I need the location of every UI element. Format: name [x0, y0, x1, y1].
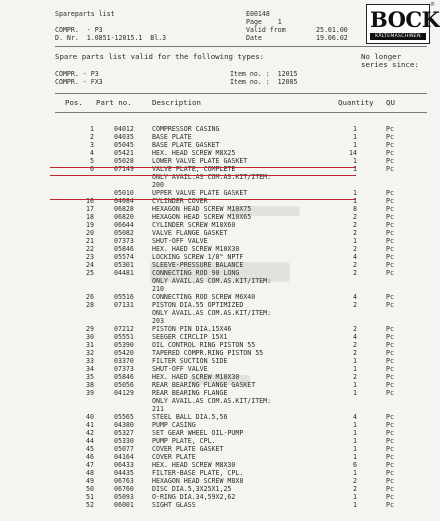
row-quantity: 4: [353, 333, 357, 341]
table-row: [0, 469, 440, 477]
table-row: [0, 293, 440, 301]
row-description: BASE PLATE: [152, 133, 192, 141]
row-unit: Pc: [386, 341, 394, 349]
row-unit: Pc: [386, 253, 394, 261]
row-description: 210: [152, 285, 164, 293]
row-unit: Pc: [386, 429, 394, 437]
row-quantity: 14: [349, 149, 357, 157]
table-row: [0, 421, 440, 429]
row-description: 203: [152, 317, 164, 325]
row-unit: Pc: [386, 365, 394, 373]
row-description: CONNECTING ROD SCREW M6X40: [152, 293, 256, 301]
row-part-number: 06433: [114, 461, 134, 469]
table-row: [0, 301, 440, 309]
row-part-number: 05551: [114, 333, 134, 341]
row-quantity: 4: [353, 413, 357, 421]
header-valid-from-label: Valid from: [246, 26, 286, 34]
row-description: CYLINDER COVER: [152, 197, 208, 205]
row-unit: Pc: [386, 237, 394, 245]
row-unit: Pc: [386, 149, 394, 157]
col-header-unit: QU: [386, 98, 395, 107]
row-part-number: 05846: [114, 245, 134, 253]
row-pos: 4: [90, 149, 94, 157]
row-description: LOCKING SCREW 1/8" NPTF: [152, 253, 244, 261]
validity-item-1: Item no. : 12015: [230, 70, 298, 78]
row-unit: Pc: [386, 189, 394, 197]
row-quantity: 2: [353, 477, 357, 485]
row-quantity: 2: [353, 213, 357, 221]
row-unit: Pc: [386, 229, 394, 237]
row-description: HEX. HEAD SCREW M8X25: [152, 149, 236, 157]
row-part-number: 05093: [114, 493, 134, 501]
table-row: [0, 213, 440, 221]
row-pos: 51: [86, 493, 94, 501]
table-row: [0, 493, 440, 501]
row-unit: Pc: [386, 493, 394, 501]
row-unit: Pc: [386, 453, 394, 461]
bock-logo: [366, 4, 440, 44]
row-part-number: 03370: [114, 357, 134, 365]
row-quantity: 1: [353, 189, 357, 197]
row-part-number: 05045: [114, 141, 134, 149]
row-description: 200: [152, 181, 164, 189]
table-row: [0, 437, 440, 445]
row-description: SET GEAR WHEEL OIL-PUMP: [152, 429, 244, 437]
row-part-number: 07149: [114, 165, 134, 173]
row-pos: 32: [86, 349, 94, 357]
row-quantity: 2: [353, 221, 357, 229]
row-unit: Pc: [386, 301, 394, 309]
row-unit: Pc: [386, 141, 394, 149]
validity-item-2: Item no. : 12085: [230, 78, 298, 86]
row-part-number: 05574: [114, 253, 134, 261]
table-row: [0, 133, 440, 141]
row-part-number: 05846: [114, 373, 134, 381]
row-description: ONLY AVAIL.AS COM.AS.KIT/ITEM:: [152, 309, 272, 317]
row-quantity: 1: [353, 501, 357, 509]
row-pos: 49: [86, 477, 94, 485]
row-description: SHUT-OFF VALVE: [152, 365, 208, 373]
row-description: UPPER VALVE PLATE GASKET: [152, 189, 248, 197]
row-quantity: 1: [353, 469, 357, 477]
row-pos: 17: [86, 205, 94, 213]
row-description: O-RING DIA.34,59X2,62: [152, 493, 236, 501]
highlight-line-bottom: [50, 199, 356, 200]
row-pos: 18: [86, 213, 94, 221]
table-row: [0, 221, 440, 229]
row-pos: 40: [86, 413, 94, 421]
row-unit: Pc: [386, 389, 394, 397]
row-quantity: 1: [353, 125, 357, 133]
row-unit: Pc: [386, 293, 394, 301]
header-compressor-type: COMPR. - P3: [55, 26, 103, 34]
row-pos: 2: [90, 133, 94, 141]
table-row: [0, 157, 440, 165]
row-description: COMPRESSOR CASING: [152, 125, 220, 133]
table-row: [0, 285, 440, 293]
logo-wordmark: BOCK: [370, 7, 440, 32]
row-unit: Pc: [386, 261, 394, 269]
row-description: SIGHT GLASS: [152, 501, 196, 509]
row-unit: Pc: [386, 325, 394, 333]
row-pos: 52: [86, 501, 94, 509]
row-quantity: 2: [353, 245, 357, 253]
highlight-line-mid: [50, 175, 356, 176]
row-description: ONLY AVAIL.AS COM.AS.KIT/ITEM:: [152, 397, 272, 405]
row-part-number: 06644: [114, 221, 134, 229]
row-unit: Pc: [386, 125, 394, 133]
row-pos: 20: [86, 229, 94, 237]
table-row: [0, 461, 440, 469]
row-quantity: 2: [353, 349, 357, 357]
row-part-number: 05421: [114, 149, 134, 157]
row-description: ONLY AVAIL.AS COM.AS.KIT/ITEM:: [152, 277, 272, 285]
row-unit: Pc: [386, 413, 394, 421]
row-quantity: 1: [353, 381, 357, 389]
row-part-number: 05516: [114, 293, 134, 301]
row-part-number: 05301: [114, 261, 134, 269]
row-description: FILTER SUCTION SIDE: [152, 357, 228, 365]
header-drawing-number: D. Nr. 1.0851-12015.1 Bl.3: [55, 34, 167, 42]
row-pos: 23: [86, 253, 94, 261]
registered-mark: ®: [430, 2, 435, 8]
row-part-number: 07131: [114, 301, 134, 309]
row-description: HEX. HEAD SCREW M8X30: [152, 461, 236, 469]
table-row: [0, 181, 440, 189]
row-unit: Pc: [386, 357, 394, 365]
row-quantity: 1: [353, 157, 357, 165]
row-part-number: 05565: [114, 413, 134, 421]
table-row: [0, 325, 440, 333]
row-description: STEEL BALL DIA.5,56: [152, 413, 228, 421]
row-pos: 25: [86, 269, 94, 277]
table-row: [0, 365, 440, 373]
row-quantity: 2: [353, 341, 357, 349]
header-doc-code: E00148: [246, 10, 270, 18]
row-pos: 6: [90, 165, 94, 173]
col-header-desc: Description: [152, 98, 201, 107]
row-quantity: 1: [353, 421, 357, 429]
table-row: [0, 237, 440, 245]
row-unit: Pc: [386, 157, 394, 165]
row-unit: Pc: [386, 469, 394, 477]
row-quantity: 2: [353, 269, 357, 277]
row-quantity: 1: [353, 237, 357, 245]
table-row: [0, 141, 440, 149]
validity-type-2: COMPR. - FX3: [55, 78, 103, 86]
row-quantity: 1: [353, 365, 357, 373]
row-unit: Pc: [386, 461, 394, 469]
row-unit: Pc: [386, 333, 394, 341]
row-part-number: 07373: [114, 237, 134, 245]
row-part-number: 04129: [114, 389, 134, 397]
header-valid-from-value: 25.01.00: [316, 26, 348, 34]
row-quantity: 2: [353, 261, 357, 269]
row-description: COVER PLATE GASKET: [152, 445, 224, 453]
header-date-value: 19.06.02: [316, 34, 348, 42]
row-description: SLEEVE-PRESSURE BALANCE: [152, 261, 244, 269]
table-top-rule: [55, 93, 427, 94]
table-row: [0, 333, 440, 341]
row-part-number: 04435: [114, 469, 134, 477]
scan-smudge: [150, 262, 290, 282]
row-description: 211: [152, 405, 164, 413]
row-part-number: 05028: [114, 157, 134, 165]
header-doc-title: Spareparts list: [55, 10, 115, 18]
table-row: [0, 149, 440, 157]
row-quantity: 1: [353, 429, 357, 437]
row-part-number: 06760: [114, 485, 134, 493]
row-description: PUMP PLATE, CPL.: [152, 437, 216, 445]
scan-smudge: [230, 206, 300, 216]
row-quantity: 1: [353, 141, 357, 149]
row-description: TAPERED COMPR.RING PISTON 55: [152, 349, 264, 357]
row-unit: Pc: [386, 221, 394, 229]
logo-subtitle: KÄLTEMASCHINEN: [370, 33, 426, 40]
row-pos: 21: [86, 237, 94, 245]
row-pos: 29: [86, 325, 94, 333]
row-unit: Pc: [386, 501, 394, 509]
row-description: HEX. HAED SCREW M10X30: [152, 373, 240, 381]
row-part-number: 05056: [114, 381, 134, 389]
row-quantity: 2: [353, 485, 357, 493]
row-quantity: 2: [353, 373, 357, 381]
table-row: [0, 389, 440, 397]
table-row: [0, 125, 440, 133]
row-description: REAR BEARING FLANGE: [152, 389, 228, 397]
row-unit: Pc: [386, 445, 394, 453]
row-part-number: 06820: [114, 213, 134, 221]
row-pos: 22: [86, 245, 94, 253]
row-quantity: 2: [353, 301, 357, 309]
row-quantity: 1: [353, 437, 357, 445]
validity-title: Spare parts list valid for the following types:: [55, 52, 265, 61]
row-part-number: 07212: [114, 325, 134, 333]
row-unit: Pc: [386, 197, 394, 205]
row-part-number: 04481: [114, 269, 134, 277]
row-pos: 19: [86, 221, 94, 229]
row-description: OIL CONTROL RING PISTON 55: [152, 341, 256, 349]
row-pos: 47: [86, 461, 94, 469]
scan-smudge: [190, 375, 250, 385]
table-row: [0, 413, 440, 421]
table-row: [0, 317, 440, 325]
table-row: [0, 429, 440, 437]
row-part-number: 04035: [114, 133, 134, 141]
row-part-number: 05010: [114, 189, 134, 197]
row-unit: Pc: [386, 477, 394, 485]
row-pos: 41: [86, 421, 94, 429]
table-row: [0, 205, 440, 213]
row-part-number: 05327: [114, 429, 134, 437]
row-pos: 44: [86, 437, 94, 445]
row-quantity: 1: [353, 197, 357, 205]
table-row: [0, 309, 440, 317]
row-description: BASE PLATE GASKET: [152, 141, 220, 149]
row-quantity: 2: [353, 229, 357, 237]
table-header-rule: [55, 112, 427, 113]
row-unit: Pc: [386, 373, 394, 381]
col-header-qty: Quantity: [338, 98, 374, 107]
row-pos: 31: [86, 341, 94, 349]
col-header-pos: Pos.: [65, 98, 83, 107]
row-description: PUMP CASING: [152, 421, 196, 429]
row-part-number: 04084: [114, 197, 134, 205]
row-description: CONNECTING ROD 90 LONG: [152, 269, 240, 277]
row-quantity: 8: [353, 205, 357, 213]
header-divider: [55, 46, 427, 47]
row-part-number: 04380: [114, 421, 134, 429]
row-quantity: 1: [353, 493, 357, 501]
row-pos: 39: [86, 389, 94, 397]
row-pos: 38: [86, 381, 94, 389]
row-pos: 35: [86, 373, 94, 381]
row-description: PISTON PIN DIA.15X46: [152, 325, 232, 333]
row-unit: Pc: [386, 133, 394, 141]
row-description: VALVE FLANGE GASKET: [152, 229, 228, 237]
row-quantity: 4: [353, 293, 357, 301]
row-unit: Pc: [386, 381, 394, 389]
validity-note-line1: No longer: [361, 52, 402, 61]
table-row: [0, 245, 440, 253]
row-description: PISTON DIA.55 OPTIMIZED: [152, 301, 244, 309]
row-pos: 50: [86, 485, 94, 493]
row-pos: 46: [86, 453, 94, 461]
row-pos: 42: [86, 429, 94, 437]
table-row: [0, 349, 440, 357]
row-description: COVER PLATE: [152, 453, 196, 461]
row-quantity: 1: [353, 445, 357, 453]
row-unit: Pc: [386, 485, 394, 493]
validity-type-1: COMPR. - P3: [55, 70, 99, 78]
row-description: SEEGER CIRCLIP 15X1: [152, 333, 228, 341]
row-part-number: 04164: [114, 453, 134, 461]
row-pos: 1: [90, 125, 94, 133]
row-quantity: 2: [353, 325, 357, 333]
row-part-number: 06828: [114, 205, 134, 213]
table-row: [0, 397, 440, 405]
row-unit: Pc: [386, 165, 394, 173]
validity-note-line2: series since:: [361, 60, 419, 69]
row-pos: 26: [86, 293, 94, 301]
row-part-number: 05330: [114, 437, 134, 445]
table-row: [0, 477, 440, 485]
row-unit: Pc: [386, 437, 394, 445]
row-description: FILTER-BASE PLATE, CPL.: [152, 469, 244, 477]
row-part-number: 05390: [114, 341, 134, 349]
row-description: DISC DIA.5,3X25X1,25: [152, 485, 232, 493]
row-part-number: 06763: [114, 477, 134, 485]
row-pos: 16: [86, 197, 94, 205]
table-row: [0, 501, 440, 509]
row-description: ONLY AVAIL.AS COM.AS.KIT/ITEM:: [152, 173, 272, 181]
row-description: REAR BEARING FLANGE GASKET: [152, 381, 256, 389]
row-description: LOWER VALVE PLATE GASKET: [152, 157, 248, 165]
row-unit: Pc: [386, 421, 394, 429]
row-description: HEXAGON HEAD SCREW M10X65: [152, 213, 252, 221]
table-row: [0, 405, 440, 413]
row-part-number: 05082: [114, 229, 134, 237]
row-quantity: 1: [353, 357, 357, 365]
row-pos: 34: [86, 365, 94, 373]
row-quantity: 1: [353, 133, 357, 141]
row-description: SHUT-OFF VALVE: [152, 237, 208, 245]
row-part-number: 05077: [114, 445, 134, 453]
row-unit: Pc: [386, 205, 394, 213]
table-row: [0, 453, 440, 461]
row-description: HEXAGON HEAD SCREW M8X8: [152, 477, 244, 485]
row-pos: 24: [86, 261, 94, 269]
row-quantity: 1: [353, 389, 357, 397]
row-unit: Pc: [386, 245, 394, 253]
table-row: [0, 445, 440, 453]
table-row: [0, 253, 440, 261]
row-description: VALVE PLATE, COMPLETE: [152, 165, 236, 173]
table-row: [0, 357, 440, 365]
table-row: [0, 189, 440, 197]
row-pos: 45: [86, 445, 94, 453]
row-description: HEX. HAED SCREW M10X30: [152, 245, 240, 253]
row-unit: Pc: [386, 349, 394, 357]
table-row: [0, 341, 440, 349]
row-description: HEXAGON HEAD SCREW M10X75: [152, 205, 252, 213]
row-description: CYLINDER SCREW M10X60: [152, 221, 236, 229]
row-part-number: 07373: [114, 365, 134, 373]
table-row: [0, 485, 440, 493]
row-part-number: 06001: [114, 501, 134, 509]
row-unit: Pc: [386, 213, 394, 221]
row-quantity: 1: [353, 453, 357, 461]
table-row: [0, 229, 440, 237]
row-unit: Pc: [386, 269, 394, 277]
row-pos: 5: [90, 157, 94, 165]
row-pos: 30: [86, 333, 94, 341]
row-pos: 33: [86, 357, 94, 365]
row-part-number: 04012: [114, 125, 134, 133]
col-header-part: Part no.: [96, 98, 132, 107]
row-part-number: 05420: [114, 349, 134, 357]
header-page: Page 1: [246, 18, 282, 26]
header-date-label: Date: [246, 34, 262, 42]
row-quantity: 4: [353, 253, 357, 261]
row-quantity: 6: [353, 461, 357, 469]
highlight-line-top: [50, 167, 356, 168]
row-quantity: 1: [353, 165, 357, 173]
row-pos: 48: [86, 469, 94, 477]
row-pos: 28: [86, 301, 94, 309]
row-pos: 3: [90, 141, 94, 149]
